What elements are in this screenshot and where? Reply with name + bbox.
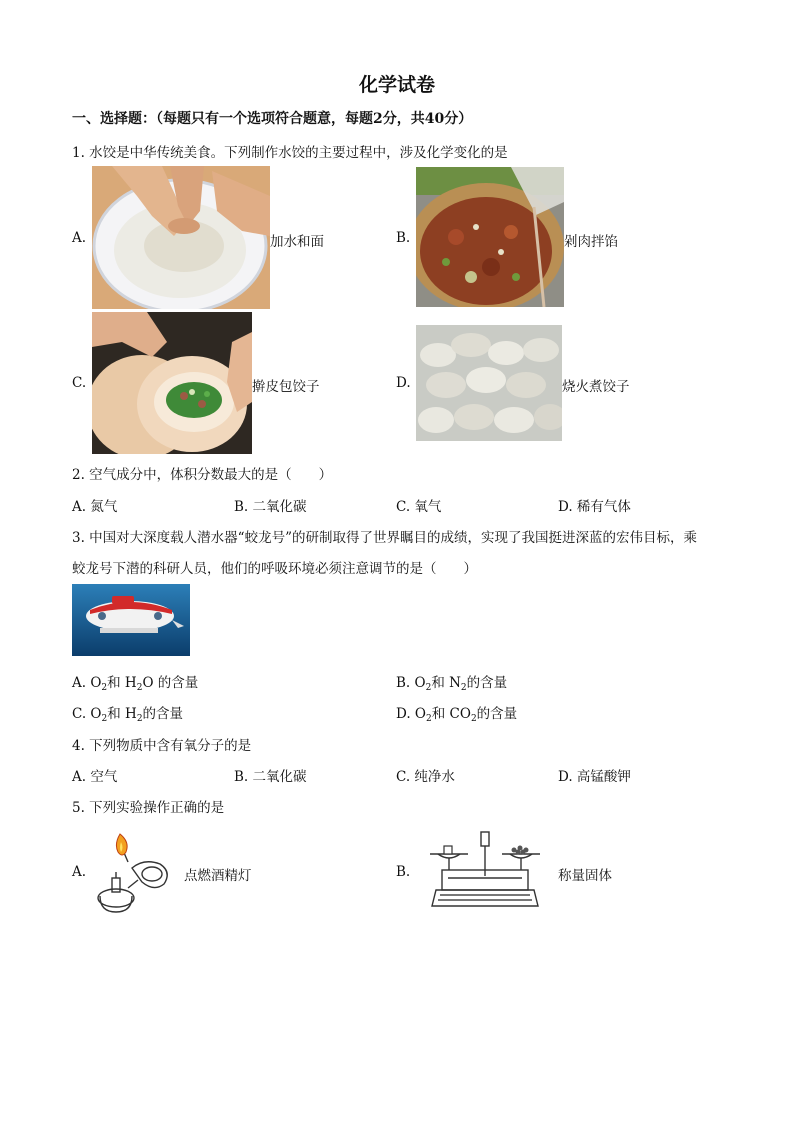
- q1-option-b-text: 剁肉拌馅: [564, 234, 618, 250]
- page-title: 化学试卷: [358, 74, 435, 96]
- q1-option-d-letter: D.: [396, 375, 411, 391]
- q1-option-b-letter: B.: [396, 230, 411, 246]
- q3-stem-line1: 3. 中国对大深度载人潜水器“蛟龙号”的研制取得了世界瞩目的成绩，实现了我国挺进深蓝的宏伟目标，乘: [72, 530, 697, 546]
- q1-option-c-letter: C.: [72, 375, 87, 391]
- q3-stem-line2: 蛟龙号下潜的科研人员，他们的呼吸环境必须注意调节的是（ ）: [72, 561, 477, 577]
- q5-stem: 5. 下列实验操作正确的是: [72, 800, 225, 816]
- q1-option-a-image: [92, 166, 270, 309]
- q4-stem: 4. 下列物质中含有氧分子的是: [72, 738, 252, 754]
- q2-stem: 2. 空气成分中，体积分数最大的是（ ）: [72, 467, 333, 483]
- q2-option-d: D. 稀有气体: [558, 499, 631, 515]
- q3-option-c: C. $O_2$和 $H_2$的含量: [72, 706, 184, 724]
- q4-option-c: C. 纯净水: [396, 769, 455, 785]
- q3-option-d: D. $O_2$和 $CO_2$的含量: [396, 706, 518, 724]
- q2-option-a: A. 氮气: [72, 499, 118, 515]
- q5-option-a-image: [92, 828, 174, 916]
- q3-option-a: A. $O_2$和 $H_2O$ 的含量: [72, 675, 199, 693]
- q2-option-b: B. 二氧化碳: [234, 499, 307, 515]
- q1-option-d-text: 烧火煮饺子: [562, 379, 630, 395]
- q1-option-d-image: [416, 325, 562, 441]
- q5-option-a-text: 点燃酒精灯: [184, 868, 252, 884]
- section-heading: 一、选择题：（每题只有一个选项符合题意，每题2分，共40分）: [72, 111, 473, 127]
- q1-option-b-image: [416, 167, 564, 307]
- q4-option-b: B. 二氧化碳: [234, 769, 307, 785]
- q5-option-b-letter: B.: [396, 864, 411, 880]
- q4-option-d: D. 高锰酸钾: [558, 769, 631, 785]
- q2-option-c: C. 氧气: [396, 499, 442, 515]
- q1-option-a-text: 加水和面: [270, 234, 324, 250]
- q5-option-b-text: 称量固体: [558, 868, 612, 884]
- q1-option-c-text: 擀皮包饺子: [252, 379, 320, 395]
- q4-option-a: A. 空气: [72, 769, 118, 785]
- q5-option-a-letter: A.: [72, 864, 87, 880]
- q5-option-b-image: [428, 828, 542, 912]
- q1-option-c-image: [92, 312, 252, 454]
- q1-stem: 1. 水饺是中华传统美食。下列制作水饺的主要过程中，涉及化学变化的是: [72, 145, 508, 161]
- q3-option-b: B. $O_2$和 $N_2$的含量: [396, 675, 508, 693]
- q1-option-a-letter: A.: [72, 230, 87, 246]
- q3-submersible-image: [72, 584, 190, 656]
